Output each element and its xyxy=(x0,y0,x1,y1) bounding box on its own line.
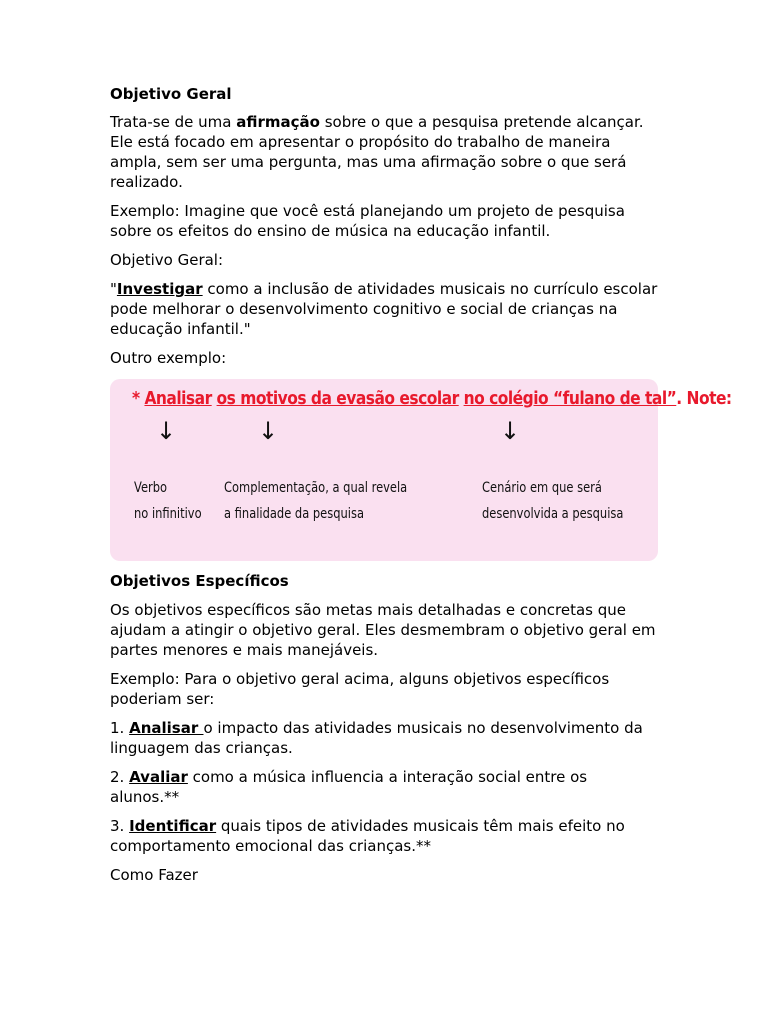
label-cenario xyxy=(482,475,623,527)
label-verbo-line1: Verbo xyxy=(134,480,168,496)
figure-scenario: no colégio “fulano de tal” xyxy=(463,388,677,409)
verb-investigar: Investigar xyxy=(116,280,203,298)
figure-verb: Analisar xyxy=(144,388,212,409)
objetivo-geral-label: Objetivo Geral: xyxy=(110,251,224,269)
arrow-down-icon: ↓ xyxy=(258,417,279,445)
figure-note: . Note: xyxy=(676,388,732,409)
list-item xyxy=(110,816,658,856)
especificos-definition: Os objetivos específicos são metas mais detalhadas e concretas que ajudam a atingir o objetivo geral. Eles desmembram o objetivo geral em partes menores e mais manejáveis. xyxy=(110,601,656,659)
list-item-number: 2. xyxy=(110,768,130,786)
example-figure xyxy=(110,379,732,561)
objetivo-geral-example xyxy=(110,279,658,339)
definition-paragraph xyxy=(110,112,658,192)
list-item xyxy=(110,767,658,807)
especificos-example-intro: Exemplo: Para o objetivo geral acima, alguns objetivos específicos poderiam ser: xyxy=(110,670,610,708)
como-fazer-label: Como Fazer xyxy=(110,866,198,884)
list-item-number: 1. xyxy=(110,719,130,737)
objetivos-especificos-heading: Objetivos Específicos xyxy=(110,572,289,590)
objetivo-geral-example-rest: como a inclusão de atividades musicais no currículo escolar pode melhorar o desenvolvimento cognitivo e social de crianças na educação infantil." xyxy=(110,280,658,338)
outro-exemplo-label: Outro exemplo: xyxy=(110,349,227,367)
verb-avaliar: Avaliar xyxy=(129,768,188,786)
document-content xyxy=(110,84,732,894)
definition-text-start: Trata-se de uma xyxy=(110,113,237,131)
verb-identificar: Identificar xyxy=(129,817,217,835)
label-cenario-line2: desenvolvida a pesquisa xyxy=(482,506,624,522)
label-complementacao-line2: a finalidade da pesquisa xyxy=(224,506,365,522)
figure-sentence xyxy=(132,389,732,409)
example-paragraph: Exemplo: Imagine que você está planejando um projeto de pesquisa sobre os efeitos do ensino de música na educação infantil. xyxy=(110,202,625,240)
verb-analisar: Analisar xyxy=(129,719,204,737)
label-verbo xyxy=(134,475,202,527)
arrow-down-icon: ↓ xyxy=(500,417,521,445)
list-item xyxy=(110,718,658,758)
label-complementacao-line1: Complementação, a qual revela xyxy=(224,480,408,496)
label-verbo-line2: no infinitivo xyxy=(134,506,202,522)
arrow-down-icon: ↓ xyxy=(156,417,177,445)
list-item-text: quais tipos de atividades musicais têm mais efeito no comportamento emocional das crianças.** xyxy=(110,817,625,855)
list-item-text: o impacto das atividades musicais no desenvolvimento da linguagem das crianças. xyxy=(110,719,643,757)
definition-text-end: sobre o que a pesquisa pretende alcançar. Ele está focado em apresentar o propósito do trabalho de maneira ampla, sem ser uma pergunta, mas uma afirmação sobre o que será realizado. xyxy=(110,113,644,191)
definition-bold-word: afirmação xyxy=(236,113,320,131)
label-cenario-line1: Cenário em que será xyxy=(482,480,602,496)
figure-star: * xyxy=(132,388,145,409)
list-item-number: 3. xyxy=(110,817,130,835)
label-complementacao xyxy=(224,475,407,527)
objetivo-geral-heading: Objetivo Geral xyxy=(110,85,232,103)
quote-open: " xyxy=(110,280,117,298)
figure-complement: os motivos da evasão escolar xyxy=(216,388,459,409)
list-item-text: como a música influencia a interação social entre os alunos.** xyxy=(110,768,588,806)
